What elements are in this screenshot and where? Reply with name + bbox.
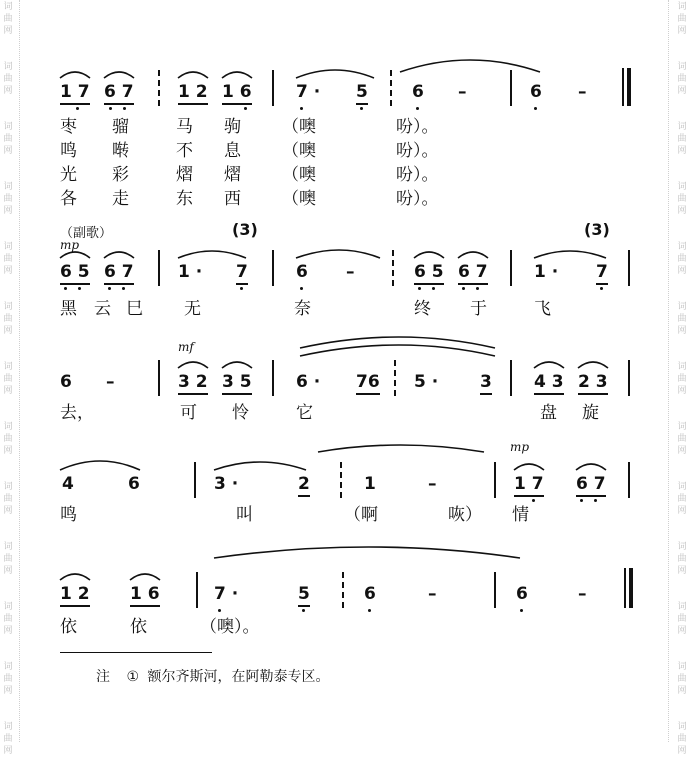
lyric: 各	[60, 189, 77, 209]
note-group: 6 7	[104, 262, 134, 282]
watermark-char: 曲	[677, 74, 687, 84]
barline	[510, 70, 512, 106]
lyric: 无	[184, 299, 201, 319]
note-group: 1 7	[514, 474, 544, 494]
watermark-char: 网	[677, 386, 687, 396]
underline	[480, 393, 492, 395]
low-dot	[368, 609, 371, 612]
watermark-char: 曲	[677, 254, 687, 264]
footnote	[96, 666, 329, 686]
low-dot	[109, 107, 112, 110]
lyric: 熠	[224, 165, 241, 185]
note-group: 76	[356, 372, 380, 392]
note: 4	[62, 474, 74, 494]
section-label: （副歌）	[60, 226, 113, 241]
barline	[194, 462, 196, 498]
barline	[196, 572, 198, 608]
underline	[534, 393, 564, 395]
watermark-char: 词	[677, 482, 687, 492]
underline	[576, 495, 606, 497]
low-dot	[240, 287, 243, 290]
lyric: 鸣	[60, 141, 77, 161]
note: 3 ·	[214, 474, 239, 494]
lyric: 彩	[112, 165, 129, 185]
circled-mark: (3)	[232, 220, 258, 239]
watermark-char: 词	[677, 602, 687, 612]
watermark-char: 曲	[3, 134, 13, 144]
watermark-char: 网	[677, 566, 687, 576]
watermark-char: 网	[3, 206, 13, 216]
note-group: 1 6	[222, 82, 252, 102]
barline	[628, 250, 630, 286]
underline	[298, 605, 310, 607]
note: 5	[356, 82, 368, 102]
note: 6	[364, 584, 376, 604]
dash: –	[428, 584, 437, 604]
low-dot	[600, 287, 603, 290]
lyric: 吩）。	[396, 165, 439, 185]
low-dot	[534, 107, 537, 110]
low-dot	[76, 107, 79, 110]
lyric: 盘	[540, 403, 557, 423]
lyric: 怜	[232, 403, 249, 423]
watermark-char: 词	[3, 2, 13, 12]
low-dot	[462, 287, 465, 290]
watermark-char: 网	[3, 686, 13, 696]
barline	[340, 462, 344, 498]
underline	[178, 393, 208, 395]
underline	[298, 495, 310, 497]
lyric: 吩）。	[396, 117, 439, 137]
barline	[628, 462, 630, 498]
note: 1 ·	[178, 262, 203, 282]
dash: –	[578, 82, 587, 102]
lyric: 吩）。	[396, 189, 439, 209]
watermark-char: 词	[677, 122, 687, 132]
watermark-char: 曲	[3, 314, 13, 324]
watermark-char: 词	[3, 482, 13, 492]
watermark-char: 词	[3, 242, 13, 252]
lyric: （噢	[282, 189, 316, 209]
lyric: 飞	[534, 299, 551, 319]
lyric: 叫	[236, 505, 253, 525]
note-group: 2 3	[578, 372, 608, 392]
low-dot	[594, 499, 597, 502]
watermark-char: 词	[677, 422, 687, 432]
watermark-char: 网	[677, 446, 687, 456]
watermark-char: 曲	[677, 374, 687, 384]
lyric: 吩）。	[396, 141, 439, 161]
lyric: 息	[224, 141, 241, 161]
note-group: 1 7	[60, 82, 90, 102]
underline	[578, 393, 608, 395]
watermark-char: 网	[677, 146, 687, 156]
watermark-char: 曲	[677, 194, 687, 204]
watermark-char: 网	[677, 26, 687, 36]
low-dot	[580, 499, 583, 502]
note: 6 ·	[296, 372, 321, 392]
note: 6	[296, 262, 308, 282]
watermark-char: 网	[677, 86, 687, 96]
footnote-rule	[60, 652, 212, 653]
note-group: 6 7	[458, 262, 488, 282]
note-group: 1 6	[130, 584, 160, 604]
lyric: 去，	[60, 403, 94, 423]
barline	[494, 572, 496, 608]
watermark-char: 词	[3, 602, 13, 612]
underline	[60, 103, 90, 105]
watermark-char: 曲	[677, 734, 687, 744]
watermark-char: 曲	[3, 194, 13, 204]
watermark-char: 网	[3, 446, 13, 456]
note: 5 ·	[414, 372, 439, 392]
lyric: 驹	[224, 117, 241, 137]
low-dot	[300, 107, 303, 110]
dash: –	[578, 584, 587, 604]
lyric: 旋	[582, 403, 599, 423]
lyric: 于	[470, 299, 487, 319]
watermark-char: 词	[677, 662, 687, 672]
lyric: 鸣	[60, 505, 77, 525]
watermark-char: 词	[3, 542, 13, 552]
lyric: 黑	[60, 299, 77, 319]
barline	[394, 360, 398, 396]
dash: –	[346, 262, 355, 282]
lyric: （噢）。	[200, 617, 260, 637]
watermark-char: 词	[3, 302, 13, 312]
watermark-char: 词	[3, 662, 13, 672]
barline	[392, 250, 396, 286]
watermark-char: 网	[677, 686, 687, 696]
footnote-text: 额尔齐斯河，在阿勒泰专区。	[147, 669, 330, 685]
watermark-char: 词	[677, 302, 687, 312]
watermark-char: 曲	[677, 134, 687, 144]
barline	[272, 360, 274, 396]
watermark-char: 网	[3, 86, 13, 96]
dynamic-marking: mp	[60, 238, 80, 252]
barline	[272, 70, 274, 106]
watermark-char: 曲	[3, 74, 13, 84]
note: 7 ·	[296, 82, 321, 102]
lyric: （啊	[344, 505, 378, 525]
barline	[390, 70, 394, 106]
dash: –	[106, 372, 115, 392]
final-barline-thick	[627, 68, 631, 106]
watermark-char: 网	[677, 266, 687, 276]
underline	[458, 283, 488, 285]
watermark-char: 词	[3, 722, 13, 732]
underline	[596, 283, 608, 285]
watermark-char: 网	[3, 146, 13, 156]
note: 7 ·	[214, 584, 239, 604]
dash: –	[458, 82, 467, 102]
watermark-char: 词	[677, 542, 687, 552]
underline	[222, 103, 252, 105]
barline	[158, 70, 162, 106]
note: 6	[60, 372, 72, 392]
watermark-char: 网	[3, 26, 13, 36]
low-dot	[244, 107, 247, 110]
low-dot	[302, 609, 305, 612]
watermark-char: 词	[677, 182, 687, 192]
watermark-char: 曲	[3, 494, 13, 504]
watermark-char: 网	[677, 746, 687, 756]
underline	[414, 283, 444, 285]
note-group: 1 2	[60, 584, 90, 604]
note-group: 6 7	[104, 82, 134, 102]
watermark-char: 曲	[3, 374, 13, 384]
watermark-char: 词	[677, 62, 687, 72]
watermark-char: 曲	[3, 734, 13, 744]
watermark-char: 曲	[3, 434, 13, 444]
underline	[356, 393, 380, 395]
lyric: （噢	[282, 117, 316, 137]
watermark-char: 曲	[677, 554, 687, 564]
final-barline-thin	[622, 68, 624, 106]
barline	[158, 250, 160, 286]
circled-mark: (3)	[584, 220, 610, 239]
lyric: 熠	[176, 165, 193, 185]
low-dot	[78, 287, 81, 290]
final-barline-thick	[629, 568, 633, 608]
lyric: 它	[296, 403, 313, 423]
watermark-char: 词	[677, 722, 687, 732]
barline	[494, 462, 496, 498]
watermark-char: 词	[677, 2, 687, 12]
underline	[60, 283, 90, 285]
barline	[628, 360, 630, 396]
low-dot	[300, 287, 303, 290]
lyric: 枣	[60, 117, 77, 137]
dynamic-marking: mf	[178, 340, 194, 354]
watermark-char: 网	[677, 626, 687, 636]
low-dot	[122, 287, 125, 290]
lyric: 情	[512, 505, 529, 525]
watermark-char: 曲	[677, 314, 687, 324]
watermark-char: 词	[3, 422, 13, 432]
watermark-char: 曲	[677, 494, 687, 504]
low-dot	[64, 287, 67, 290]
lyric: 光	[60, 165, 77, 185]
watermark-char: 曲	[3, 254, 13, 264]
dynamic-marking: mp	[510, 440, 530, 454]
barline	[158, 360, 160, 396]
watermark-char: 网	[3, 326, 13, 336]
barline	[510, 250, 512, 286]
barline	[510, 360, 512, 396]
lyric: 不	[176, 141, 193, 161]
note: 1	[364, 474, 376, 494]
low-dot	[520, 609, 523, 612]
note-group: 6 7	[576, 474, 606, 494]
underline	[104, 283, 134, 285]
low-dot	[108, 287, 111, 290]
watermark-char: 网	[677, 326, 687, 336]
note: 7	[596, 262, 608, 282]
footnote-mark: ①	[126, 669, 140, 685]
watermark-char: 曲	[3, 674, 13, 684]
low-dot	[416, 107, 419, 110]
final-barline-thin	[624, 568, 626, 608]
lyric: 依	[60, 617, 77, 637]
note: 2	[298, 474, 310, 494]
note-group: 1 2	[178, 82, 208, 102]
underline	[130, 605, 160, 607]
watermark-char: 词	[677, 242, 687, 252]
lyric: 骝	[112, 117, 129, 137]
lyric: 云	[94, 299, 111, 319]
barline	[342, 572, 346, 608]
low-dot	[360, 107, 363, 110]
note: 7	[236, 262, 248, 282]
low-dot	[123, 107, 126, 110]
low-dot	[418, 287, 421, 290]
note-group: 4 3	[534, 372, 564, 392]
underline	[60, 605, 90, 607]
watermark-char: 词	[3, 362, 13, 372]
lyric: 巳	[126, 299, 143, 319]
lyric: （噢	[282, 141, 316, 161]
note: 6	[530, 82, 542, 102]
underline	[178, 103, 208, 105]
watermark-char: 曲	[677, 614, 687, 624]
lyric: 啭	[112, 141, 129, 161]
note-group: 6 5	[414, 262, 444, 282]
note: 1 ·	[534, 262, 559, 282]
watermark-char: 网	[677, 206, 687, 216]
underline	[236, 283, 248, 285]
note-group: 3 2	[178, 372, 208, 392]
watermark-char: 网	[3, 626, 13, 636]
watermark-char: 曲	[677, 434, 687, 444]
watermark-char: 曲	[677, 674, 687, 684]
watermark-char: 网	[3, 746, 13, 756]
low-dot	[532, 499, 535, 502]
note-group: 3 5	[222, 372, 252, 392]
lyric: 依	[130, 617, 147, 637]
note: 6	[128, 474, 140, 494]
watermark-char: 词	[3, 62, 13, 72]
dash: –	[428, 474, 437, 494]
low-dot	[476, 287, 479, 290]
watermark-char: 词	[3, 122, 13, 132]
lyric: 走	[112, 189, 129, 209]
watermark-char: 网	[3, 506, 13, 516]
lyric: 终	[414, 299, 431, 319]
lyric: （噢	[282, 165, 316, 185]
underline	[222, 393, 252, 395]
watermark-char: 曲	[3, 614, 13, 624]
lyric: 西	[224, 189, 241, 209]
watermark-char: 网	[3, 566, 13, 576]
lyric: 奈	[294, 299, 311, 319]
lyric: 东	[176, 189, 193, 209]
watermark-char: 曲	[677, 14, 687, 24]
underline	[356, 103, 368, 105]
watermark-char: 网	[3, 386, 13, 396]
note: 6	[412, 82, 424, 102]
note-group: 6 5	[60, 262, 90, 282]
note: 3	[480, 372, 492, 392]
lyric: 咴）	[448, 505, 482, 525]
low-dot	[432, 287, 435, 290]
note: 6	[516, 584, 528, 604]
note: 5	[298, 584, 310, 604]
footnote-label: 注	[96, 669, 110, 685]
barline	[272, 250, 274, 286]
underline	[514, 495, 544, 497]
watermark-char: 词	[3, 182, 13, 192]
watermark-char: 曲	[3, 554, 13, 564]
watermark-char: 网	[3, 266, 13, 276]
lyric: 马	[176, 117, 193, 137]
watermark-char: 曲	[3, 14, 13, 24]
underline	[104, 103, 134, 105]
watermark-char: 网	[677, 506, 687, 516]
watermark-char: 词	[677, 362, 687, 372]
lyric: 可	[180, 403, 197, 423]
